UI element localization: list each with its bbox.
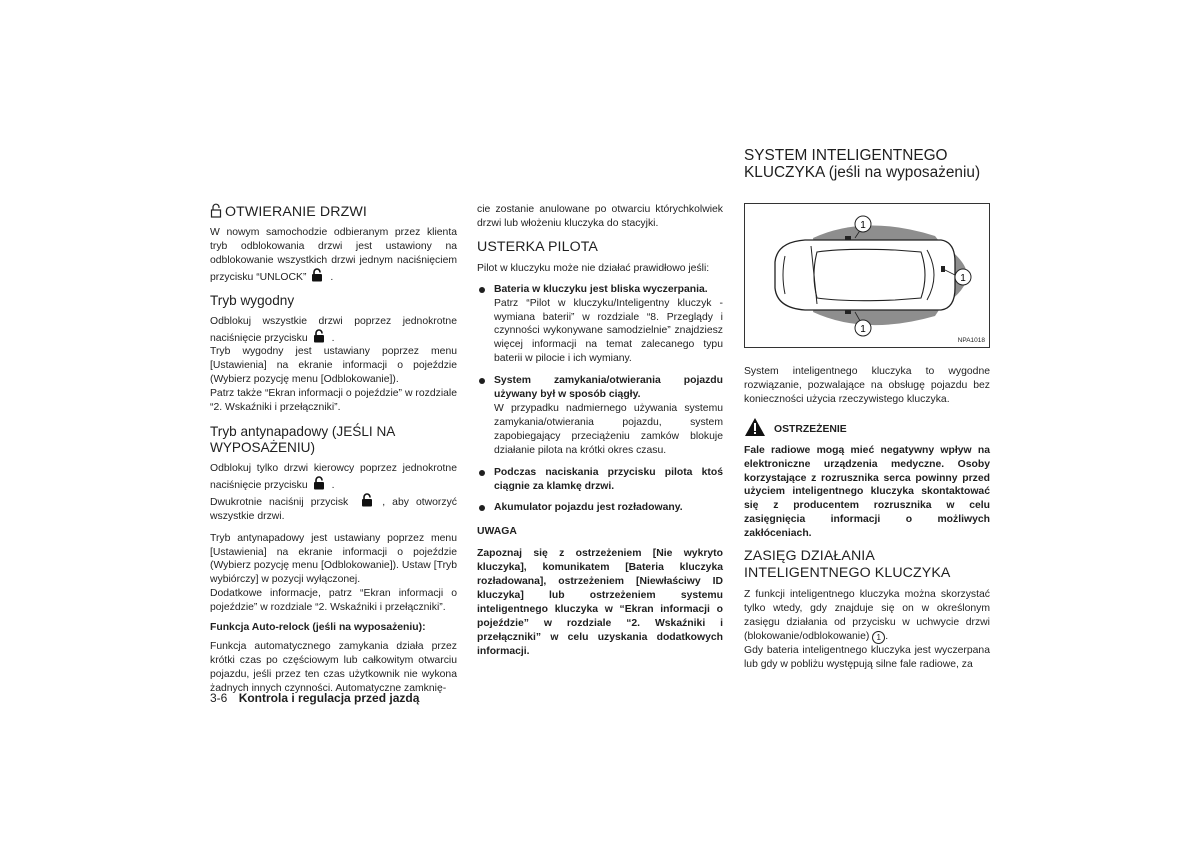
svg-text:1: 1 xyxy=(960,273,966,284)
column-2 xyxy=(477,203,723,658)
unlock-button-icon xyxy=(310,268,324,282)
callout-1-rear xyxy=(955,269,971,285)
page-number: 3-6 xyxy=(210,691,228,705)
paragraph: Z funkcji inteligentnego kluczyka można skorzystać tylko wtedy, gdy znajduje się on w określonym zasięgu działania od przycisku w uchwycie drzwi (blokowanie/odblokowanie) 1 . xyxy=(744,589,990,642)
key-range-figure xyxy=(744,203,990,348)
paragraph: Tryb antynapadowy jest ustawiany poprzez menu [Ustawienia] na ekranie informacji o pojeździe (Wybierz pozycję menu [Odblokowanie]). Ustaw [Tryb wybiórczy] w pozycji wyłączonej. xyxy=(210,532,457,586)
section-heading-usterka-pilota: USTERKA PILOTA xyxy=(477,238,598,255)
paragraph: W nowym samochodzie odbieranym przez klienta tryb odblokowania drzwi jest ustawiony na odblokowanie wszystkich drzwi jednym naciśnięciem przycisku “UNLOCK” . xyxy=(210,227,457,283)
svg-text:1: 1 xyxy=(860,220,866,231)
svg-text:1: 1 xyxy=(860,324,866,335)
car-body xyxy=(775,240,955,310)
unlock-button-icon xyxy=(312,476,326,490)
subheading-tryb-wygodny: Tryb wygodny xyxy=(210,292,295,308)
bullet-item: Akumulator pojazdu jest rozładowany. xyxy=(477,501,723,515)
door-handle-icon xyxy=(845,236,851,240)
section-heading-otwieranie: OTWIERANIE DRZWI xyxy=(210,203,457,221)
bullet-dot-icon xyxy=(479,505,485,511)
bullet-dot-icon xyxy=(479,287,485,293)
unlock-button-icon xyxy=(312,329,326,343)
paragraph: Gdy bateria inteligentnego kluczyka jest wyczerpana lub gdy w pobliżu występują silne fale radiowe, za xyxy=(744,644,990,670)
paragraph: cie zostanie anulowane po otwarciu którychkolwiek drzwi lub włożeniu kluczyka do stacyjki. xyxy=(477,204,723,229)
bullet-item: Podczas naciskania przycisku pilota ktoś ciągnie za klamkę drzwi. xyxy=(477,466,723,494)
paragraph: Tryb wygodny jest ustawiany poprzez menu [Ustawienia] na ekranie informacji o pojeździe (Wybierz pozycję menu [Odblokowanie]). xyxy=(210,346,457,386)
paragraph: System inteligentnego kluczyka to wygodne rozwiązanie, pozwalające na obsługę pojazdu bez konieczności użycia rzeczywistego kluczyka. xyxy=(744,366,990,405)
unlock-icon xyxy=(210,203,222,218)
warning-text: Fale radiowe mogą mieć negatywny wpływ na elektroniczne urządzenia medyczne. Osoby korzystające z rozrusznika serca powinny przed użyciem inteligentnego kluczyka skontaktować się z producentem rozrusznika w celu zasięgnięcia informacji o możliwych zakłóceniach. xyxy=(744,444,990,540)
paragraph: Patrz także “Ekran informacji o pojeździe” w rozdziale “2. Wskaźniki i przełączniki”. xyxy=(210,388,457,414)
bullet-dot-icon xyxy=(479,470,485,476)
subheading-tryb-antynapadowy: Tryb antynapadowy (JEŚLI NA WYPOSAŻENIU) xyxy=(210,423,395,455)
warning-label: OSTRZEŻENIE xyxy=(774,423,847,435)
callout-1-bottom xyxy=(855,320,871,336)
bullet-item: Bateria w kluczyku jest bliska wyczerpania. Patrz “Pilot w kluczyku/Inteligentny kluczyk - wymiana baterii” w rozdziale “8. Przeglądy i czynności wykonywane samodzielnie” znajdziesz więcej informacji na temat zalecanego typu baterii w pilocie i ich wymiany. xyxy=(477,283,723,366)
paragraph: Odblokuj tylko drzwi kierowcy poprzez jednokrotne naciśnięcie przycisku . xyxy=(210,462,457,491)
callout-1-top xyxy=(855,216,871,232)
note-label: UWAGA xyxy=(477,526,517,538)
callout-ref-1: 1 xyxy=(872,631,885,644)
figure-code: NPA1018 xyxy=(957,337,985,344)
chapter-title-line2: KLUCZYKA (jeśli na wyposażeniu) xyxy=(744,164,981,181)
tailgate-handle-icon xyxy=(941,266,945,272)
chapter-name: Kontrola i regulacja przed jazdą xyxy=(238,691,420,705)
note-text: Zapoznaj się z ostrzeżeniem [Nie wykryto kluczyka], komunikatem [Bateria kluczyka rozładowana], ostrzeżeniem [Niewłaściwy ID kluczyka] lub ostrzeżeniem systemu inteligentnego kluczyka w “Ekran informacji o pojeździe” w rozdziale “2. Wskaźniki i przełączniki” w celu uzyskania dodatkowych informacji. xyxy=(477,548,723,657)
paragraph: Dodatkowe informacje, patrz “Ekran informacji o pojeździe” w rozdziale “2. Wskaźniki i przełączniki”. xyxy=(210,588,457,614)
bullet-item: System zamykania/otwierania pojazdu używany był w sposób ciągły. W przypadku nadmiernego używania systemu zamykania/otwierania pojazdu, system zapobiegający przeciążeniu zamków blokuje działanie pilota na krótki okres czasu. xyxy=(477,374,723,457)
warning-triangle-icon xyxy=(744,417,766,437)
section-heading-zasieg: ZASIĘG DZIAŁANIA INTELIGENTNEGO KLUCZYKA xyxy=(744,548,951,582)
column-1 xyxy=(210,203,457,696)
page-footer xyxy=(210,691,419,705)
chapter-title-line1: SYSTEM INTELIGENTNEGO xyxy=(744,147,948,164)
chapter-title xyxy=(744,147,1004,181)
bold-heading-auto-relock: Funkcja Auto-relock (jeśli na wyposażeniu): xyxy=(210,622,426,634)
paragraph: Funkcja automatycznego zamykania działa przez krótki czas po częściowym lub całkowitym otwarciu pojazdu, jeśli przez ten czas użytkownik nie wykona żadnych innych czynności. Automatyczne zamknię- xyxy=(210,640,457,694)
warning-header xyxy=(744,417,990,437)
door-handle-icon xyxy=(845,310,851,314)
paragraph: Pilot w kluczyku może nie działać prawidłowo jeśli: xyxy=(477,262,710,274)
paragraph: Dwukrotnie naciśnij przycisk , aby otworzyć wszystkie drzwi. xyxy=(210,493,457,524)
bullet-dot-icon xyxy=(479,378,485,384)
unlock-button-icon xyxy=(360,493,374,507)
column-3 xyxy=(744,365,990,672)
paragraph: Odblokuj wszystkie drzwi poprzez jednokrotne naciśnięcie przycisku . xyxy=(210,315,457,344)
car-top-view-diagram xyxy=(745,204,989,347)
